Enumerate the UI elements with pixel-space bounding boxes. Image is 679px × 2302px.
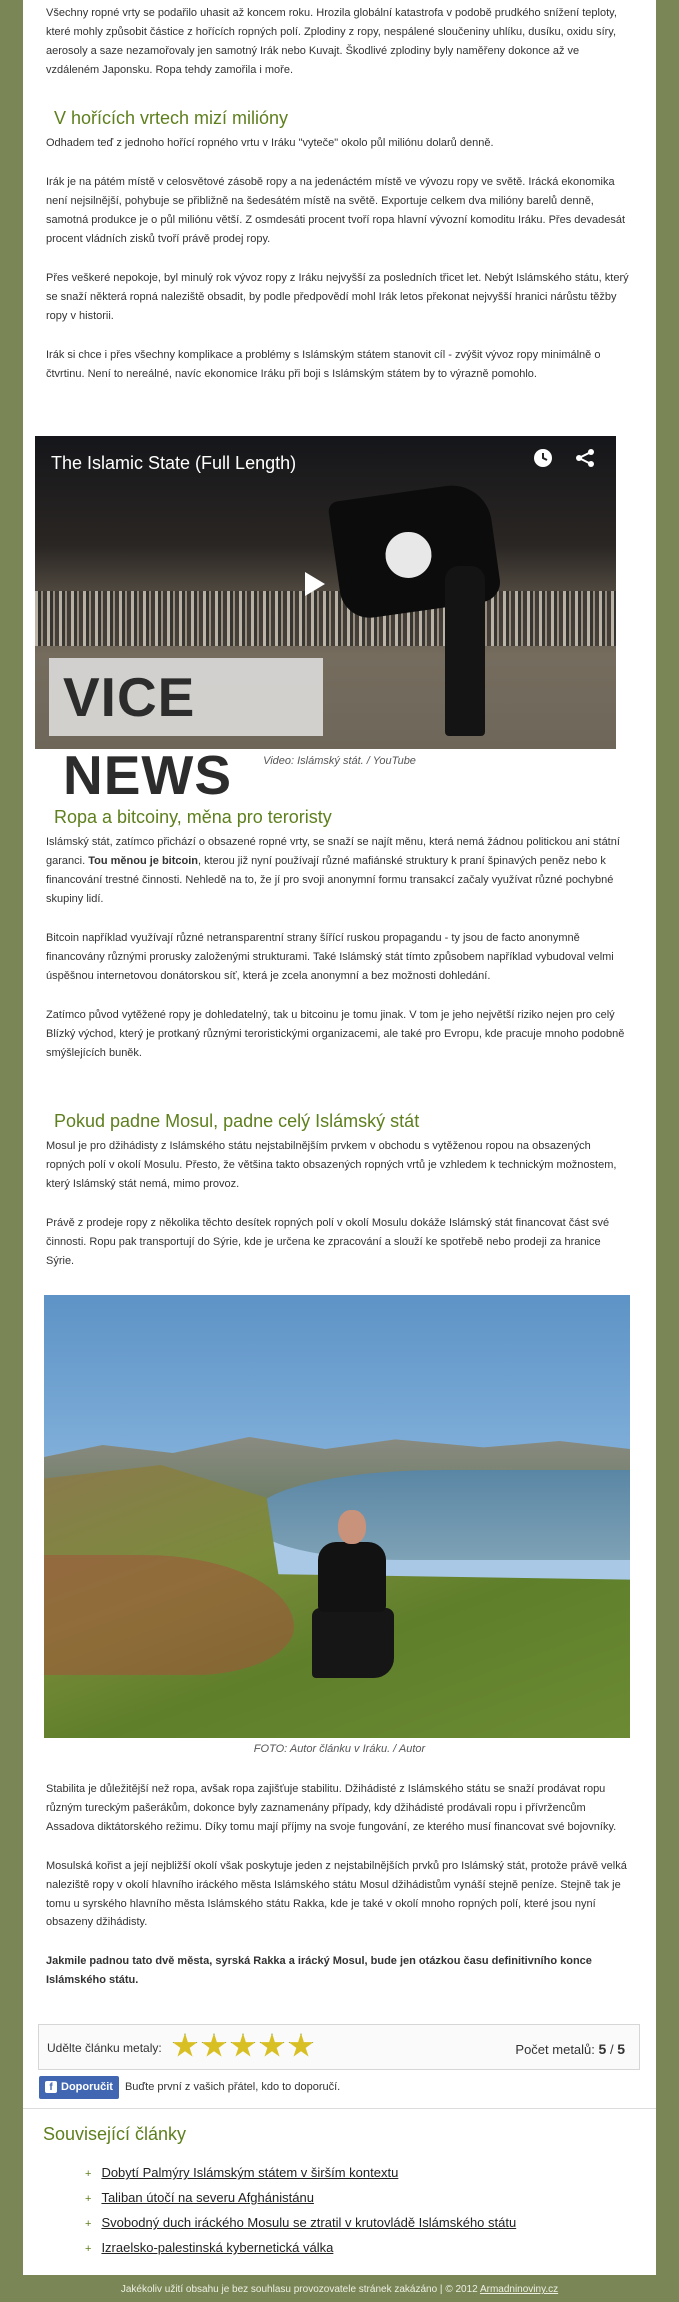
section-heading: V hořících vrtech mizí milióny	[54, 108, 289, 128]
footer-link[interactable]: Armadninoviny.cz	[479, 2284, 559, 2295]
paragraph: Přes veškeré nepokoje, byl minulý rok vývoz ropy z Iráku nejvyšší za posledních třicet let. Nebýt Islámského státu, který se snaží některá ropná naleziště obsadit, by podle předpovědí mohl Irák letos překonat nejvyšší hranici nárůstu těžby ropy v historii.	[46, 271, 629, 322]
article-intro	[46, 4, 630, 100]
conclusion: Jakmile padnou tato dvě města, syrská Rakka a irácký Mosul, bude jen otázkou času definitivního konce Islámského státu.	[46, 1955, 592, 1987]
paragraph: Irák je na pátém místě v celosvětové zásobě ropy a na jedenáctém místě ve vývozu ropy ve světě. Irácká ekonomika není nejsilnější, pohybuje se přibližně na šedesátém místě na světě. Exportuje celkem dva milióny barelů denně, samotná produkce je o půl miliónu větší. Z osmdesáti procent tvoří ropa hlavní vývozní komoditu Iráku. Přes devadesát procent vládních zisků tvoří právě prodej ropy.	[46, 176, 626, 246]
footer-text: Jakékoliv užití obsahu je bez souhlasu provozovatele stránek zakázáno | © 2012	[120, 2284, 480, 2295]
vice-news-logo: VICE NEWS	[49, 658, 323, 736]
paragraph: Islámský stát, zatímco přichází o obsazené ropné vrty, se snaží se najít měnu, která nemá žádnou politickou ani státní garanci. Tou měnou je bitcoin, kterou již nyní používají různé mafiánské struktury k praní špinavých peněz nebo k financování trestné činnosti. Nehledě na to, že jí pro svoji anonymní formu transakcí začaly využívat různé pochybné skupiny lidí.	[46, 836, 620, 906]
video-caption: Video: Islámský stát. / YouTube	[263, 755, 416, 767]
related-list	[85, 2161, 516, 2261]
section-stability	[46, 1780, 630, 2010]
medal-star-icon[interactable]	[201, 2033, 227, 2059]
medal-star-icon[interactable]	[259, 2033, 285, 2059]
rating-stars[interactable]	[172, 2033, 314, 2059]
facebook-icon: f	[45, 2081, 57, 2093]
paragraph: Odhadem teď z jednoho hořící ropného vrtu v Iráku "vyteče" okolo půl miliónu dolarů denně.	[46, 137, 494, 150]
related-link[interactable]: Dobytí Palmýry Islámským státem v širším kontextu	[101, 2165, 399, 2180]
rating-box	[38, 2024, 640, 2070]
section-bitcoin	[46, 806, 630, 1082]
paragraph: Právě z prodeje ropy z několika těchto desítek ropných polí v okolí Mosulu dokáže Islámský stát financovat část své činnosti. Ropu pak transportují do Sýrie, kde je určena ke zpracování a slouží ke spotřebě nebo prodeji za hranice Sýrie.	[46, 1217, 610, 1267]
play-icon[interactable]	[305, 572, 325, 596]
intro-paragraph: Všechny ropné vrty se podařilo uhasit až koncem roku. Hrozila globální katastrofa v podobě prudkého snížení teploty, které mohly způsobit částice z hořících ropných polí. Zplodiny z ropy, nespálené sloučeniny uhlíku, dusíku, oxidu síry, aerosoly a saze nezamořovaly jen samotný Irák nebo Kuvajt. Škodlivé zplodiny byly naměřeny dokonce až ve vzdáleném Japonsku. Ropa tehdy zamořila i moře.	[46, 7, 617, 76]
author-photo	[44, 1295, 630, 1738]
photo-caption: FOTO: Autor článku v Iráku. / Autor	[253, 1743, 426, 1755]
related-link[interactable]: Taliban útočí na severu Afghánistánu	[101, 2190, 314, 2205]
paragraph: Zatímco původ vytěžené ropy je dohledatelný, tak u bitcoinu je tomu jinak. V tom je jeho největší riziko nejen pro celý Blízký východ, který je protkaný různými teroristickými organizacemi, ale také pro Evropu, kde pracuje mnoho podobně smýšlejících buněk.	[46, 1008, 625, 1059]
section-mosul	[46, 1110, 630, 1291]
paragraph: Stabilita je důležitější než ropa, avšak ropa zajišťuje stabilitu. Džihádisté z Islámského státu se snaží prodávat ropu různým tureckým pašerákům, dokonce byly zaznamenány případy, kdy džihádisté prodávali ropu i přívržencům Assadova diktátorského režimu. Díky tomu mají příjmy na svoje fungování, ze kterého musí financovat své bojovníky.	[46, 1783, 617, 1833]
clock-icon[interactable]	[532, 446, 554, 480]
medal-star-icon[interactable]	[230, 2033, 256, 2059]
video-figure	[445, 566, 485, 736]
list-item	[85, 2161, 516, 2186]
paragraph: Bitcoin například využívají různé netransparentní strany šířící ruskou propagandu - ty jsou de facto anonymně financovány různými prorusky založenými strukturami. Také Islámský stát tímto způsobem například vybudoval velmi úspěšnou internetovou donátorskou síť, která je zcela anonymní a bez možnosti dohledání.	[46, 932, 614, 982]
paragraph: Mosulská kořist a její nejbližší okolí však poskytuje jeden z nejstabilnějších prvků pro Islámský stát, protože právě velká naleziště ropy v okolí hlavního iráckého města Islámského státu Mosul džihádistům vynáší stejně peníze. Stejně tak je tomu u syrského hlavního města Islámského státu Rakka, kde je také v okolí mnoho ropných polí, které jsou nyní obsazeny džihádisty.	[46, 1859, 627, 1929]
video-crowd	[35, 591, 616, 646]
rating-count: Počet metalů: 5 / 5	[515, 2041, 625, 2057]
medal-star-icon[interactable]	[172, 2033, 198, 2059]
author-figure	[312, 1510, 392, 1680]
section-oil-fires	[46, 107, 630, 403]
section-heading: Pokud padne Mosul, padne celý Islámský stát	[54, 1111, 420, 1131]
medal-star-icon[interactable]	[288, 2033, 314, 2059]
list-item	[85, 2236, 516, 2261]
share-icon[interactable]	[574, 446, 596, 480]
facebook-recommend-button[interactable]: f Doporučit	[39, 2076, 119, 2099]
video-title[interactable]: The Islamic State (Full Length)	[51, 453, 297, 473]
related-link[interactable]: Izraelsko-palestinská kybernetická válka	[101, 2240, 334, 2255]
related-link[interactable]: Svobodný duch iráckého Mosulu se ztratil v krutovládě Islámského státu	[101, 2215, 517, 2230]
list-item	[85, 2186, 516, 2211]
paragraph: Mosul je pro džihádisty z Islámského státu nejstabilnějším prvkem v obchodu s vytěženou ropou na obsazených ropných polí v okolí Mosulu. Přesto, že většina takto obsazených ropných vrtů je vzhledem k technickým možnostem, který Islámský stát nemá, mimo provoz.	[46, 1140, 617, 1191]
list-item	[85, 2211, 516, 2236]
paragraph: Irák si chce i přes všechny komplikace a problémy s Islámským státem stanovit cíl - zvýšit vývoz ropy minimálně o čtvrtinu. Není to nereálné, navíc ekonomice Iráku při boji s Islámským státem by to výrazně pomohlo.	[46, 348, 601, 380]
bold-phrase: Tou měnou je bitcoin	[88, 855, 198, 868]
facebook-text: Buďte první z vašich přátel, kdo to doporučí.	[124, 2081, 341, 2093]
section-heading: Ropa a bitcoiny, měna pro teroristy	[54, 807, 332, 827]
related-heading: Související články	[43, 2124, 187, 2144]
rating-label: Udělte článku metaly:	[47, 2041, 162, 2055]
related-articles	[23, 2108, 656, 2275]
facebook-recommend	[39, 2076, 340, 2099]
footer	[0, 2281, 679, 2298]
